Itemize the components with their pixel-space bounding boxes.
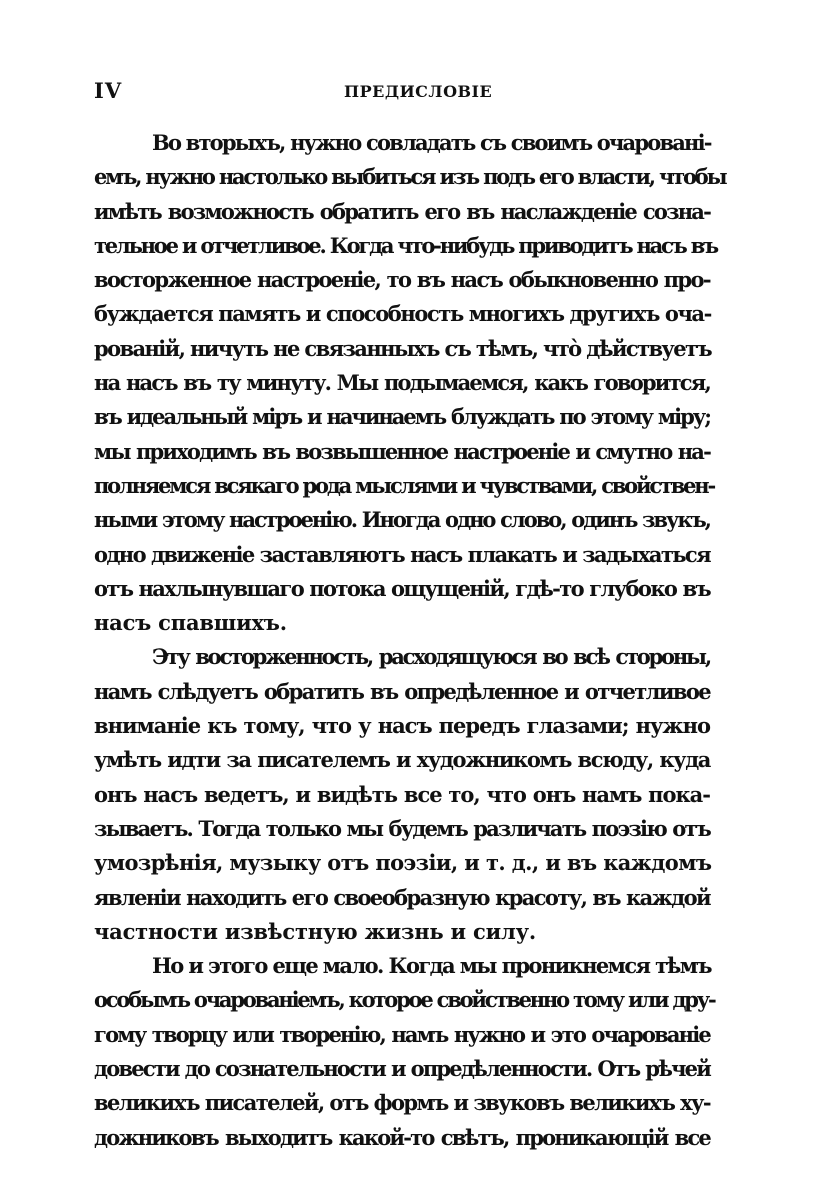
- text-line: имѣть возможность обратить его въ наслажденіе созна-: [94, 198, 710, 224]
- text-line: умозрѣнія, музыку отъ поэзіи, и т. д., и въ каждомъ: [94, 850, 712, 876]
- text-line: умѣть идти за писателемъ и художникомъ всюду, куда: [94, 747, 710, 773]
- text-line: явленіи находить его своеобразную красоту, въ каждой: [94, 884, 710, 910]
- text-line: ными этому настроенію. Иногда одно слово, одинъ звукъ,: [94, 507, 710, 533]
- text-line: дожниковъ выходитъ какой-то свѣтъ, проникающій все: [94, 1124, 710, 1150]
- text-line: восторженное настроеніе, то въ насъ обыкновенно про-: [94, 267, 710, 293]
- page-header: [94, 78, 724, 108]
- text-line: одно движеніе заставляютъ насъ плакать и задыхаться: [94, 541, 710, 567]
- running-title: ПРЕДИСЛОВІЕ: [344, 82, 493, 101]
- page-number: IV: [94, 78, 123, 103]
- text-line: довести до сознательности и опредѣленности. Отъ рѣчей: [94, 1056, 710, 1082]
- text-line: буждается память и способность многихъ другихъ оча-: [94, 301, 711, 327]
- text-line: полняемся всякаго рода мыслями и чувствами, свойствен-: [94, 472, 714, 498]
- text-line: тельное и отчетливое. Когда что-нибудь приводитъ насъ въ: [94, 232, 717, 258]
- text-line: зываетъ. Тогда только мы будемъ различать поэзію отъ: [94, 815, 710, 841]
- text-line: на насъ въ ту минуту. Мы подымаемся, какъ говорится,: [94, 370, 710, 396]
- body-text: [94, 126, 726, 1155]
- text-line: мы приходимъ въ возвышенное настроеніе и смутно на-: [94, 438, 710, 464]
- text-line: рованій, ничуть не связанныхъ съ тѣмъ, что̀ дѣйствуетъ: [94, 335, 711, 361]
- text-line: Эту восторженность, расходящуюся во всѣ стороны,: [152, 644, 710, 670]
- text-line: вниманіе къ тому, что у насъ передъ глазами; нужно: [94, 713, 710, 739]
- text-line: отъ нахлынувшаго потока ощущеній, гдѣ-то глубоко въ: [94, 575, 710, 601]
- text-line: особымъ очарованіемъ, которое свойственно тому или дру-: [94, 987, 715, 1013]
- text-line: гому творцу или творенію, намъ нужно и это очарованіе: [94, 1021, 710, 1047]
- text-line: емъ, нужно настолько выбиться изъ подъ его власти, чтобы: [94, 164, 726, 190]
- text-line: частности извѣстную жизнь и силу.: [94, 918, 536, 944]
- text-line: въ идеальный міръ и начинаемъ блуждать по этому міру;: [94, 404, 710, 430]
- text-line: намъ слѣдуетъ обратить въ опредѣленное и отчетливое: [94, 678, 710, 704]
- text-line: насъ спавшихъ.: [94, 610, 287, 636]
- text-line: Но и этого еще мало. Когда мы проникнемся тѣмъ: [152, 953, 711, 979]
- text-line: Во вторыхъ, нужно совладать съ своимъ очарованi-: [152, 130, 711, 155]
- text-line: великихъ писателей, отъ формъ и звуковъ великихъ ху-: [94, 1090, 710, 1116]
- text-line: онъ насъ ведетъ, и видѣть все то, что онъ намъ пока-: [94, 781, 710, 807]
